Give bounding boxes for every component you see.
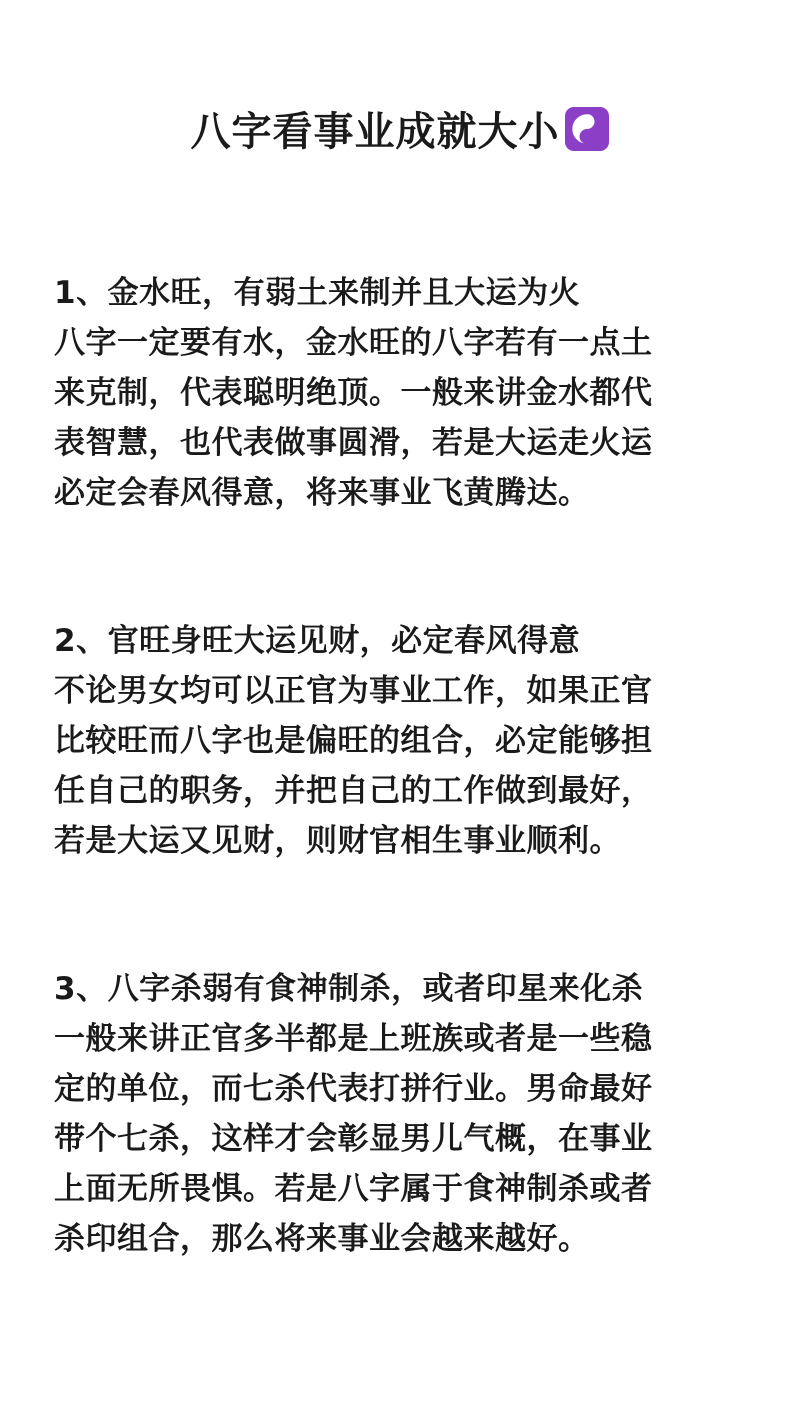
paragraph-line: 比较旺而八字也是偏旺的组合，必定能够担 xyxy=(54,723,653,759)
paragraph-line: 八字一定要有水，金水旺的八字若有一点土 xyxy=(54,325,653,361)
paragraph-line: 杀印组合，那么将来事业会越来越好。 xyxy=(54,1221,590,1257)
section-2 xyxy=(54,616,754,866)
paragraph-line: 定的单位，而七杀代表打拼行业。男命最好 xyxy=(54,1071,653,1107)
paragraph-line: 带个七杀，这样才会彰显男儿气概，在事业 xyxy=(54,1121,653,1157)
paragraph-line: 不论男女均可以正官为事业工作，如果正官 xyxy=(54,673,653,709)
page-title xyxy=(0,104,800,160)
yin-yang-icon xyxy=(564,106,610,152)
paragraph-line: 来克制，代表聪明绝顶。一般来讲金水都代 xyxy=(54,375,653,411)
section-heading: 3、八字杀弱有食神制杀，或者印星来化杀 xyxy=(54,971,644,1007)
paragraph-line: 上面无所畏惧。若是八字属于食神制杀或者 xyxy=(54,1171,653,1207)
paragraph-line: 必定会春风得意，将来事业飞黄腾达。 xyxy=(54,475,590,511)
paragraph-line: 若是大运又见财，则财官相生事业顺利。 xyxy=(54,823,621,859)
section-heading: 1、金水旺，有弱土来制并且大运为火 xyxy=(54,275,581,311)
page-title-text: 八字看事业成就大小 xyxy=(190,109,560,155)
paragraph-line: 一般来讲正官多半都是上班族或者是一些稳 xyxy=(54,1021,653,1057)
paragraph-line: 任自己的职务，并把自己的工作做到最好， xyxy=(54,773,653,809)
section-heading: 2、官旺身旺大运见财，必定春风得意 xyxy=(54,623,581,659)
paragraph-line: 表智慧，也代表做事圆滑，若是大运走火运 xyxy=(54,425,653,461)
section-1 xyxy=(54,268,754,518)
section-3 xyxy=(54,964,754,1264)
